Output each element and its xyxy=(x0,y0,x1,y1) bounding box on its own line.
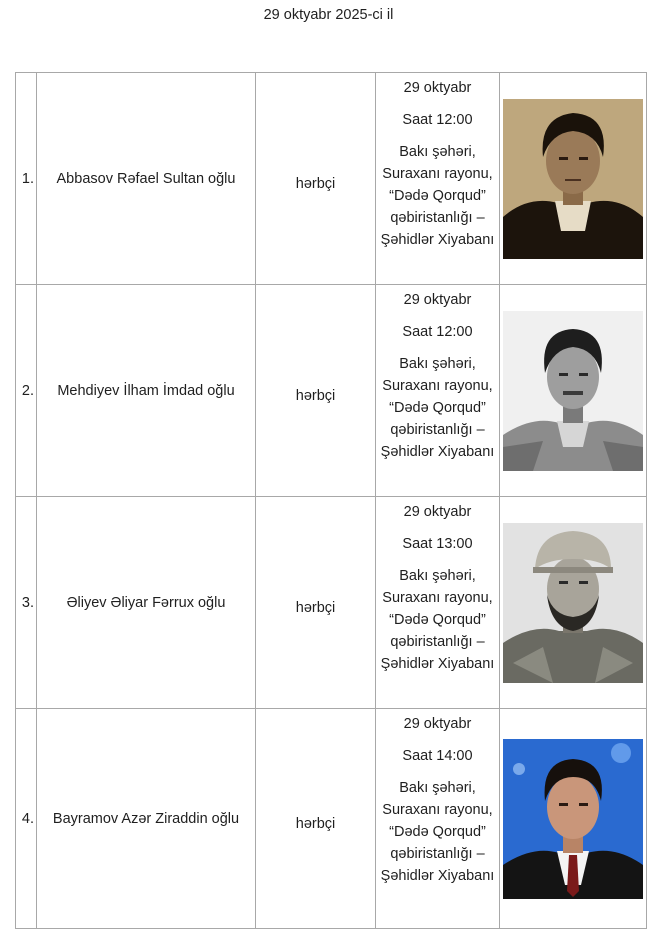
burial-date: 29 oktyabr xyxy=(403,80,472,96)
burial-date: 29 oktyabr xyxy=(403,716,472,732)
person-name: Əliyev Əliyar Fərrux oğlu xyxy=(37,497,256,709)
burial-place: Bakı şəhəri, Suraxanı rayonu, “Dədə Qorqud” qəbiristanlığı – Şəhidlər Xiyabanı xyxy=(380,356,495,460)
portrait-photo xyxy=(503,311,643,471)
person-name: Bayramov Azər Ziraddin oğlu xyxy=(37,709,256,929)
burial-details xyxy=(376,285,500,497)
row-number: 4. xyxy=(16,709,37,929)
row-number: 3. xyxy=(16,497,37,709)
person-role: hərbçi xyxy=(256,497,376,709)
table-row xyxy=(16,73,647,285)
burial-place: Bakı şəhəri, Suraxanı rayonu, “Dədə Qorqud” qəbiristanlığı – Şəhidlər Xiyabanı xyxy=(380,144,495,248)
row-number: 2. xyxy=(16,285,37,497)
photo-cell xyxy=(500,73,647,285)
photo-cell xyxy=(500,285,647,497)
person-role: hərbçi xyxy=(256,709,376,929)
table-row xyxy=(16,709,647,929)
burial-details xyxy=(376,497,500,709)
burial-place: Bakı şəhəri, Suraxanı rayonu, “Dədə Qorqud” qəbiristanlığı – Şəhidlər Xiyabanı xyxy=(380,780,495,884)
page-date-heading: 29 oktyabr 2025-ci il xyxy=(263,7,394,23)
burial-time: Saat 13:00 xyxy=(402,536,473,552)
row-number: 1. xyxy=(16,73,37,285)
burial-time: Saat 12:00 xyxy=(402,112,473,128)
burial-details xyxy=(376,709,500,929)
portrait-photo xyxy=(503,99,643,259)
burial-time: Saat 12:00 xyxy=(402,324,473,340)
person-role: hərbçi xyxy=(256,73,376,285)
burial-details xyxy=(376,73,500,285)
burial-time: Saat 14:00 xyxy=(402,748,473,764)
table-row xyxy=(16,285,647,497)
person-name: Mehdiyev İlham İmdad oğlu xyxy=(37,285,256,497)
person-name: Abbasov Rəfael Sultan oğlu xyxy=(37,73,256,285)
burial-date: 29 oktyabr xyxy=(403,504,472,520)
portrait-photo xyxy=(503,739,643,899)
photo-cell xyxy=(500,497,647,709)
photo-cell xyxy=(500,709,647,929)
table-row xyxy=(16,497,647,709)
burial-date: 29 oktyabr xyxy=(403,292,472,308)
burial-schedule-table xyxy=(15,72,647,929)
burial-place: Bakı şəhəri, Suraxanı rayonu, “Dədə Qorqud” qəbiristanlığı – Şəhidlər Xiyabanı xyxy=(380,568,495,672)
portrait-photo xyxy=(503,523,643,683)
person-role: hərbçi xyxy=(256,285,376,497)
